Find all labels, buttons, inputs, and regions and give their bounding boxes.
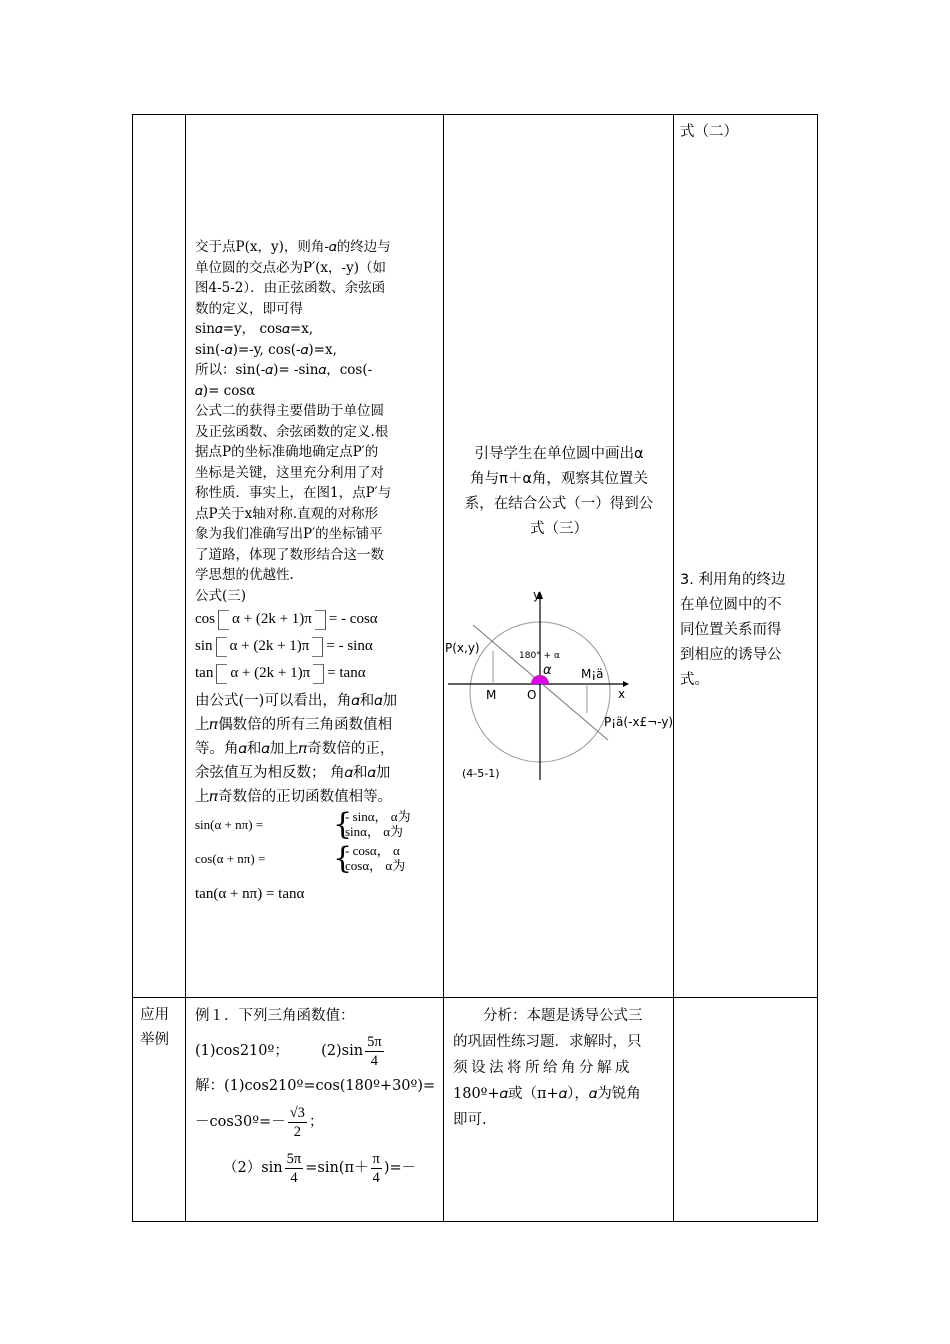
m-prime-label: M¡ä (581, 667, 604, 681)
solution-2-line: （2）sin $\frac{5\pi}{4}$ =sin(π＋ $\frac{\pi}{4}$ )=－ (223, 1150, 417, 1186)
text-line: 单位圆的交点必为P′(x，-y)（如 (195, 259, 386, 276)
text-line: 等。角𝛼和𝛼加上𝜋奇数倍的正， (195, 741, 395, 757)
text-line: 称性质．事实上，在图1，点P′与 (195, 485, 392, 501)
o-label: O (527, 688, 537, 702)
fraction: $\frac{5\pi}{4}$ (286, 1150, 302, 1186)
text-line: 公式二的获得主要借助于单位圆 (195, 403, 384, 419)
objective-text (680, 568, 814, 693)
text-line: 的巩固性练习题．求解时，只 (453, 1034, 642, 1050)
text-line: 所以：sin(-𝛼)= -sin𝛼，cos(- (195, 362, 373, 378)
text-line: 式。 (680, 672, 709, 688)
unit-circle-figure (443, 585, 675, 785)
text-line: 图4-5-2）．由正弦函数、余弦函 (195, 280, 386, 296)
text-line: 象为我们准确写出P′的坐标铺平 (195, 526, 383, 542)
example-block (195, 1003, 441, 1191)
explanation-text (195, 237, 441, 908)
formula-heading: 公式(三) (195, 587, 247, 604)
example-title: 例１．下列三角函数值： (195, 1008, 355, 1024)
text-line: 坐标是关键，这里充分利用了对 (195, 464, 384, 481)
text-line: sin𝛼=y， cos𝛼=x, (195, 321, 314, 337)
m-label: M (486, 688, 497, 702)
text-line: 及正弦函数、余弦函数的定义.根 (195, 423, 389, 440)
solution-1-line-a: 解：(1)cos210º=cos(180º+30º)= (195, 1078, 436, 1094)
p-prime-label: P¡ä(-x£¬-y) (604, 715, 674, 729)
text-line: 分析：本题是诱导公式三 (483, 1008, 643, 1024)
text-line: 即可. (453, 1112, 487, 1128)
text-line: 余弦值互为相反数； 角𝛼和𝛼加 (195, 765, 391, 781)
text-line: 系，在结合公式（一）得到公 (464, 496, 654, 512)
example-questions: (1)cos210º； (2)sin $\frac{5\pi}{4}$ (195, 1033, 382, 1069)
text-line: 3. 利用角的终边 (680, 572, 786, 588)
text-line: 到相应的诱导公 (680, 647, 782, 663)
alpha-label: α (543, 663, 552, 678)
col3-header: 式（二） (680, 124, 738, 140)
text-line: 了道路，体现了数形结合这一数 (195, 546, 384, 563)
text-line: 交于点P(x，y)，则角-𝛼的终边与 (195, 239, 391, 255)
formula-cos: cos α + (2k + 1)π = - cosα (195, 606, 441, 633)
text-line: 角与π＋α角，观察其位置关 (470, 471, 648, 487)
figure-caption: (4-5-1) (462, 767, 500, 780)
solution-1-line-b: －cos30º=－ $\frac{√3}{2}$ ； (195, 1104, 324, 1140)
text-line: 在单位圆中的不 (680, 597, 782, 613)
x-label: x (618, 687, 626, 701)
label-line: 应用 (140, 1007, 169, 1023)
table-row-divider (133, 997, 817, 998)
text-line: 引导学生在单位圆中画出α (474, 446, 644, 462)
piecewise-cos: cos(α + nπ) = { - cosα， α cosα， α为 (195, 843, 406, 876)
text-line: 据点P的坐标准确地确定点P′的 (195, 444, 379, 460)
formula-sin: sin α + (2k + 1)π = - sinα (195, 633, 441, 660)
text-line: 上𝜋偶数倍的所有三角函数值相 (195, 717, 393, 733)
formula-tan: tan α + (2k + 1)π = tanα (195, 660, 441, 687)
text-line: 式（三） (530, 521, 588, 537)
text-line: sin(-𝛼)=-y, cos(-𝛼)=x, (195, 341, 337, 358)
text-line: 180º+𝛼或（π+𝛼），𝛼为锐角 (453, 1086, 641, 1102)
formula-tan-n: tan(α + nπ) = tanα (195, 886, 305, 902)
text-line: 上𝜋奇数倍的正切函数值相等。 (195, 789, 393, 805)
fraction: $\frac{5\pi}{4}$ (367, 1033, 382, 1069)
fraction: $\frac{\pi}{4}$ (372, 1150, 380, 1186)
text-line: 须设法将所给角分解成 (453, 1060, 633, 1076)
y-label: y (533, 588, 541, 602)
text-line: 数的定义，即可得 (195, 300, 303, 317)
label-line: 举例 (140, 1032, 169, 1048)
text-line: 学思想的优越性. (195, 567, 294, 583)
p-label: P(x,y) (445, 641, 480, 655)
fraction: $\frac{√3}{2}$ (289, 1104, 305, 1140)
angle-label: 180° + α (519, 651, 560, 661)
table-col-divider (185, 115, 186, 1221)
text-line: 𝛼)= cosα (195, 382, 256, 399)
guidance-text (447, 442, 671, 542)
text-line: 同位置关系而得 (680, 622, 782, 638)
analysis-block (453, 1003, 667, 1133)
text-line: 点P关于x轴对称.直观的对称形 (195, 505, 378, 522)
section-label (140, 1003, 180, 1053)
text-line: 由公式(一)可以看出，角𝛼和𝛼加 (195, 693, 398, 709)
piecewise-sin: sin(α + nπ) = { - sinα， α为 sinα， α为 (195, 809, 411, 842)
